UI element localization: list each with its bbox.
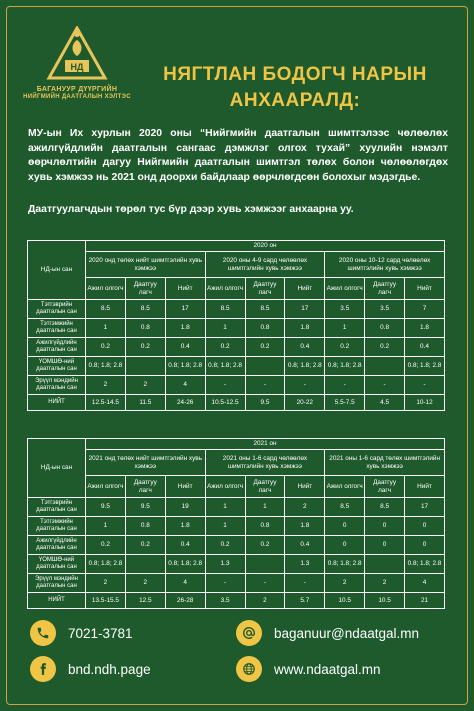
table-cell: 8.5 bbox=[365, 498, 405, 517]
table-cell: 21 bbox=[405, 593, 445, 609]
table-cell: 0.8; 1.8; 2.8 bbox=[165, 555, 205, 574]
table-cell: 1 bbox=[205, 319, 245, 338]
table-cell: 0.2 bbox=[125, 536, 165, 555]
table-cell: 1.3 bbox=[285, 555, 325, 574]
table-cell: 4.5 bbox=[365, 395, 405, 411]
table-cell: 1 bbox=[325, 319, 365, 338]
table-cell: 0.2 bbox=[245, 536, 285, 555]
table-cell: 0.2 bbox=[365, 338, 405, 357]
table-group-header: 2021 онд төлөх нийт шимтгэлийн хувь хэмжээ bbox=[86, 450, 206, 476]
table-cell: 0 bbox=[325, 536, 365, 555]
table-cell: 2 bbox=[325, 574, 365, 593]
table-cell: 1.8 bbox=[405, 319, 445, 338]
table-2020 bbox=[27, 240, 445, 411]
logo-line1: БАГАНУУР ДҮҮРГИЙН bbox=[36, 86, 118, 93]
table-cell: 8.5 bbox=[125, 300, 165, 319]
table-cell: 0.2 bbox=[125, 338, 165, 357]
table-cell: 0.8; 1.8; 2.8 bbox=[285, 357, 325, 376]
table-cell: 1 bbox=[205, 498, 245, 517]
table-cell: 10.5-12.5 bbox=[205, 395, 245, 411]
table-subheader: Даатгуу лагч bbox=[365, 278, 405, 300]
table-cell bbox=[365, 555, 405, 574]
table-cell: 7 bbox=[405, 300, 445, 319]
table-subheader: Ажил олгогч bbox=[86, 476, 126, 498]
table-cell: - bbox=[245, 574, 285, 593]
table-row bbox=[28, 395, 445, 411]
table-cell: 0.8; 1.8; 2.8 bbox=[86, 357, 126, 376]
table-cell: 0 bbox=[365, 536, 405, 555]
headline-line1: НЯГТЛАН БОДОГЧ НАРЫН bbox=[163, 64, 427, 85]
table-row-label: Ажилгүйдлийн даатгалын сан bbox=[28, 536, 86, 555]
table-cell: 0 bbox=[405, 517, 445, 536]
table-cell: - bbox=[205, 574, 245, 593]
phone-icon bbox=[30, 620, 56, 646]
table-row bbox=[28, 593, 445, 609]
contact-website[interactable] bbox=[236, 656, 381, 682]
table-cell: 0.8; 1.8; 2.8 bbox=[165, 357, 205, 376]
table-cell: - bbox=[285, 574, 325, 593]
table-cell: 0.8 bbox=[125, 319, 165, 338]
table-subheader: Нийт bbox=[285, 278, 325, 300]
table-cell: 0.2 bbox=[86, 338, 126, 357]
table-cell: 3.5 bbox=[325, 300, 365, 319]
table-group-header: 2021 оны 1-6 сард төлөх шимтгэлийн хувь хэмжээ bbox=[325, 450, 445, 476]
table-cell: 1 bbox=[245, 498, 285, 517]
table-cell: - bbox=[365, 376, 405, 395]
table-cell: - bbox=[325, 376, 365, 395]
table-cell: 3.5 bbox=[205, 593, 245, 609]
table-year-header: 2020 он bbox=[86, 241, 445, 252]
note-text: Даатгуулагчдын төрөл тус бүр дээр хувь хэмжээг анхаарна уу. bbox=[28, 204, 354, 215]
table-row-label: ҮОМШӨ-ний даатгалын сан bbox=[28, 555, 86, 574]
table-row-label: Тэтгэврийн даатгалын сан bbox=[28, 498, 86, 517]
table-cell: 26-28 bbox=[165, 593, 205, 609]
table-cell: 0.2 bbox=[205, 338, 245, 357]
table-cell: 8.5 bbox=[325, 498, 365, 517]
table-cell: 0.4 bbox=[285, 536, 325, 555]
table-row-label: НИЙТ bbox=[28, 395, 86, 411]
table-cell: 2 bbox=[125, 376, 165, 395]
table-subheader: Ажил олгогч bbox=[325, 278, 365, 300]
headline-line2: АНХААРАЛД: bbox=[229, 90, 361, 111]
table-group-header: 2020 онд төлөх нийт шимтгэлийн хувь хэмжээ bbox=[86, 252, 206, 278]
table-cell: 1 bbox=[86, 319, 126, 338]
table-cell: 4 bbox=[405, 574, 445, 593]
intro-text: МУ-ын Их хурлын 2020 оны “Нийгмийн даатгалын шимтгэлээс чөлөөлөх ажилгүйдлийн даатгалын сангаас дэмжлэг олгох тухай” хуулийн нэмэлт өөрчлөлтийн дагуу Нийгмийн даатгалын шимтгэл төлөх болон чөлөөлөгдөх хувь хэмжээ нь 2021 онд доорхи байдлаар өөрчлөгдсөн болохыг мэдэгдье. bbox=[28, 128, 448, 183]
table-row bbox=[28, 555, 445, 574]
table-cell: 3.5 bbox=[365, 300, 405, 319]
table-cell: 0.2 bbox=[86, 536, 126, 555]
table-row-label: Ажилгүйдлийн даатгалын сан bbox=[28, 338, 86, 357]
contact-email[interactable] bbox=[236, 620, 419, 646]
email-icon bbox=[236, 620, 262, 646]
table-row bbox=[28, 300, 445, 319]
table-cell bbox=[245, 555, 285, 574]
table-cell: 0 bbox=[405, 536, 445, 555]
table-cell: 9.5 bbox=[125, 498, 165, 517]
table-subheader: Ажил олгогч bbox=[86, 278, 126, 300]
table-subheader: Ажил олгогч bbox=[325, 476, 365, 498]
table-cell: 2 bbox=[125, 574, 165, 593]
table-cell: 12.5 bbox=[125, 593, 165, 609]
table-cell: 0.8; 1.8; 2.8 bbox=[325, 555, 365, 574]
table-cell: 1.8 bbox=[165, 517, 205, 536]
phone-text: 7021-3781 bbox=[68, 625, 133, 641]
table-cell: 0 bbox=[365, 517, 405, 536]
contact-phone[interactable] bbox=[30, 620, 133, 646]
table-cell bbox=[245, 357, 285, 376]
table-cell: 20-22 bbox=[285, 395, 325, 411]
table-cell: 0.4 bbox=[165, 536, 205, 555]
table-cell: 19 bbox=[165, 498, 205, 517]
table-year-header: 2021 он bbox=[86, 439, 445, 450]
table-row-label: Тэтгэмжийн даатгалын сан bbox=[28, 319, 86, 338]
table-subheader: Нийт bbox=[285, 476, 325, 498]
table-subheader: Нийт bbox=[405, 476, 445, 498]
table-cell: 2 bbox=[86, 574, 126, 593]
table-subheader: Нийт bbox=[165, 476, 205, 498]
table-cell: 0.2 bbox=[245, 338, 285, 357]
table-cell: 1 bbox=[205, 517, 245, 536]
table-cell: 0.4 bbox=[285, 338, 325, 357]
table-row-label: Тэтгэмжийн даатгалын сан bbox=[28, 517, 86, 536]
facebook-icon bbox=[30, 656, 56, 682]
table-cell: 10-12 bbox=[405, 395, 445, 411]
table-cell: 0.4 bbox=[405, 338, 445, 357]
table-cell bbox=[125, 555, 165, 574]
table-row-label: Эрүүл мэндийн даатгалын сан bbox=[28, 574, 86, 593]
table-cell: 0.4 bbox=[165, 338, 205, 357]
table-cell: 0.8 bbox=[365, 319, 405, 338]
table-row bbox=[28, 536, 445, 555]
logo-emblem-icon bbox=[45, 26, 109, 84]
table-row-header: НД-ын сан bbox=[28, 241, 86, 300]
table-cell: 0.8; 1.8; 2.8 bbox=[325, 357, 365, 376]
table-cell: 0.8; 1.8; 2.8 bbox=[205, 357, 245, 376]
table-cell: 0.2 bbox=[325, 338, 365, 357]
table-subheader: Ажил олгогч bbox=[205, 278, 245, 300]
table-cell: 11.5 bbox=[125, 395, 165, 411]
table-cell: 2 bbox=[365, 574, 405, 593]
table-cell: 4 bbox=[165, 376, 205, 395]
table-cell: 0.2 bbox=[205, 536, 245, 555]
table-2021 bbox=[27, 438, 445, 609]
table-cell: 5.7 bbox=[285, 593, 325, 609]
table-cell: 0.8 bbox=[245, 517, 285, 536]
logo bbox=[22, 26, 132, 114]
table-cell: 8.5 bbox=[86, 300, 126, 319]
table-group-header: 2020 оны 10-12 сард чөлөөлөх шимтгэлийн хувь хэмжээ bbox=[325, 252, 445, 278]
table-row bbox=[28, 376, 445, 395]
table-cell: 1 bbox=[86, 517, 126, 536]
table-cell: 2 bbox=[285, 498, 325, 517]
table-cell: 4 bbox=[165, 574, 205, 593]
table-subheader: Нийт bbox=[165, 278, 205, 300]
table-row bbox=[28, 517, 445, 536]
table-cell: - bbox=[245, 376, 285, 395]
table-subheader: Нийт bbox=[405, 278, 445, 300]
table-cell: 9.5 bbox=[86, 498, 126, 517]
table-cell: 2 bbox=[245, 593, 285, 609]
facebook-text: bnd.ndh.page bbox=[68, 661, 151, 677]
table-cell: 8.5 bbox=[245, 300, 285, 319]
table-group-header: 2020 оны 4-9 сард чөлөөлөх шимтгэлийн хувь хэмжээ bbox=[205, 252, 325, 278]
table-cell: 17 bbox=[405, 498, 445, 517]
table-cell bbox=[365, 357, 405, 376]
contact-facebook[interactable] bbox=[30, 656, 151, 682]
table-cell: 0.8; 1.8; 2.8 bbox=[405, 357, 445, 376]
table-cell: 17 bbox=[165, 300, 205, 319]
table-cell: 0.8; 1.8; 2.8 bbox=[86, 555, 126, 574]
table-subheader: Ажил олгогч bbox=[205, 476, 245, 498]
table-subheader: Даатгуу лагч bbox=[245, 278, 285, 300]
table-row bbox=[28, 574, 445, 593]
table-cell: 10.5 bbox=[325, 593, 365, 609]
table-cell: 1.8 bbox=[165, 319, 205, 338]
table-cell: - bbox=[285, 376, 325, 395]
table-row-label: ҮОМШӨ-ний даатгалын сан bbox=[28, 357, 86, 376]
table-cell: 10.5 bbox=[365, 593, 405, 609]
table-cell: 0 bbox=[325, 517, 365, 536]
table-cell: 1.8 bbox=[285, 517, 325, 536]
table-row-label: Тэтгэврийн даатгалын сан bbox=[28, 300, 86, 319]
table-cell: 2 bbox=[86, 376, 126, 395]
table-row-header: НД-ын сан bbox=[28, 439, 86, 498]
headline bbox=[140, 62, 450, 114]
table-subheader: Даатгуу лагч bbox=[245, 476, 285, 498]
table-cell bbox=[125, 357, 165, 376]
table-row bbox=[28, 357, 445, 376]
table-row bbox=[28, 319, 445, 338]
table-group-header: 2021 оны 1-6 сард чөлөөлөх шимтгэлийн хувь хэмжээ bbox=[205, 450, 325, 476]
logo-emblem-text: НД bbox=[70, 62, 84, 72]
table-row bbox=[28, 338, 445, 357]
table-cell: - bbox=[405, 376, 445, 395]
logo-line2: НИЙГМИЙН ДААТГАЛЫН ХЭЛТЭС bbox=[23, 94, 131, 100]
globe-icon bbox=[236, 656, 262, 682]
email-text: baganuur@ndaatgal.mn bbox=[274, 625, 420, 641]
table-cell: 0.8 bbox=[245, 319, 285, 338]
table-cell: 1.3 bbox=[205, 555, 245, 574]
table-row bbox=[28, 498, 445, 517]
table-subheader: Даатгуу лагч bbox=[125, 278, 165, 300]
table-cell: 5.5-7.5 bbox=[325, 395, 365, 411]
table-subheader: Даатгуу лагч bbox=[125, 476, 165, 498]
table-cell: 24-26 bbox=[165, 395, 205, 411]
table-cell: 8.5 bbox=[205, 300, 245, 319]
table-cell: 12.5-14.5 bbox=[86, 395, 126, 411]
table-cell: 13.5-15.5 bbox=[86, 593, 126, 609]
table-cell: 9.5 bbox=[245, 395, 285, 411]
table-row-label: НИЙТ bbox=[28, 593, 86, 609]
table-cell: - bbox=[205, 376, 245, 395]
website-text: www.ndaatgal.mn bbox=[274, 661, 381, 677]
table-subheader: Даатгуу лагч bbox=[365, 476, 405, 498]
table-cell: 17 bbox=[285, 300, 325, 319]
table-cell: 0.8; 1.8; 2.8 bbox=[405, 555, 445, 574]
table-cell: 0.8 bbox=[125, 517, 165, 536]
table-cell: 1.8 bbox=[285, 319, 325, 338]
table-row-label: Эрүүл мэндийн даатгалын сан bbox=[28, 376, 86, 395]
